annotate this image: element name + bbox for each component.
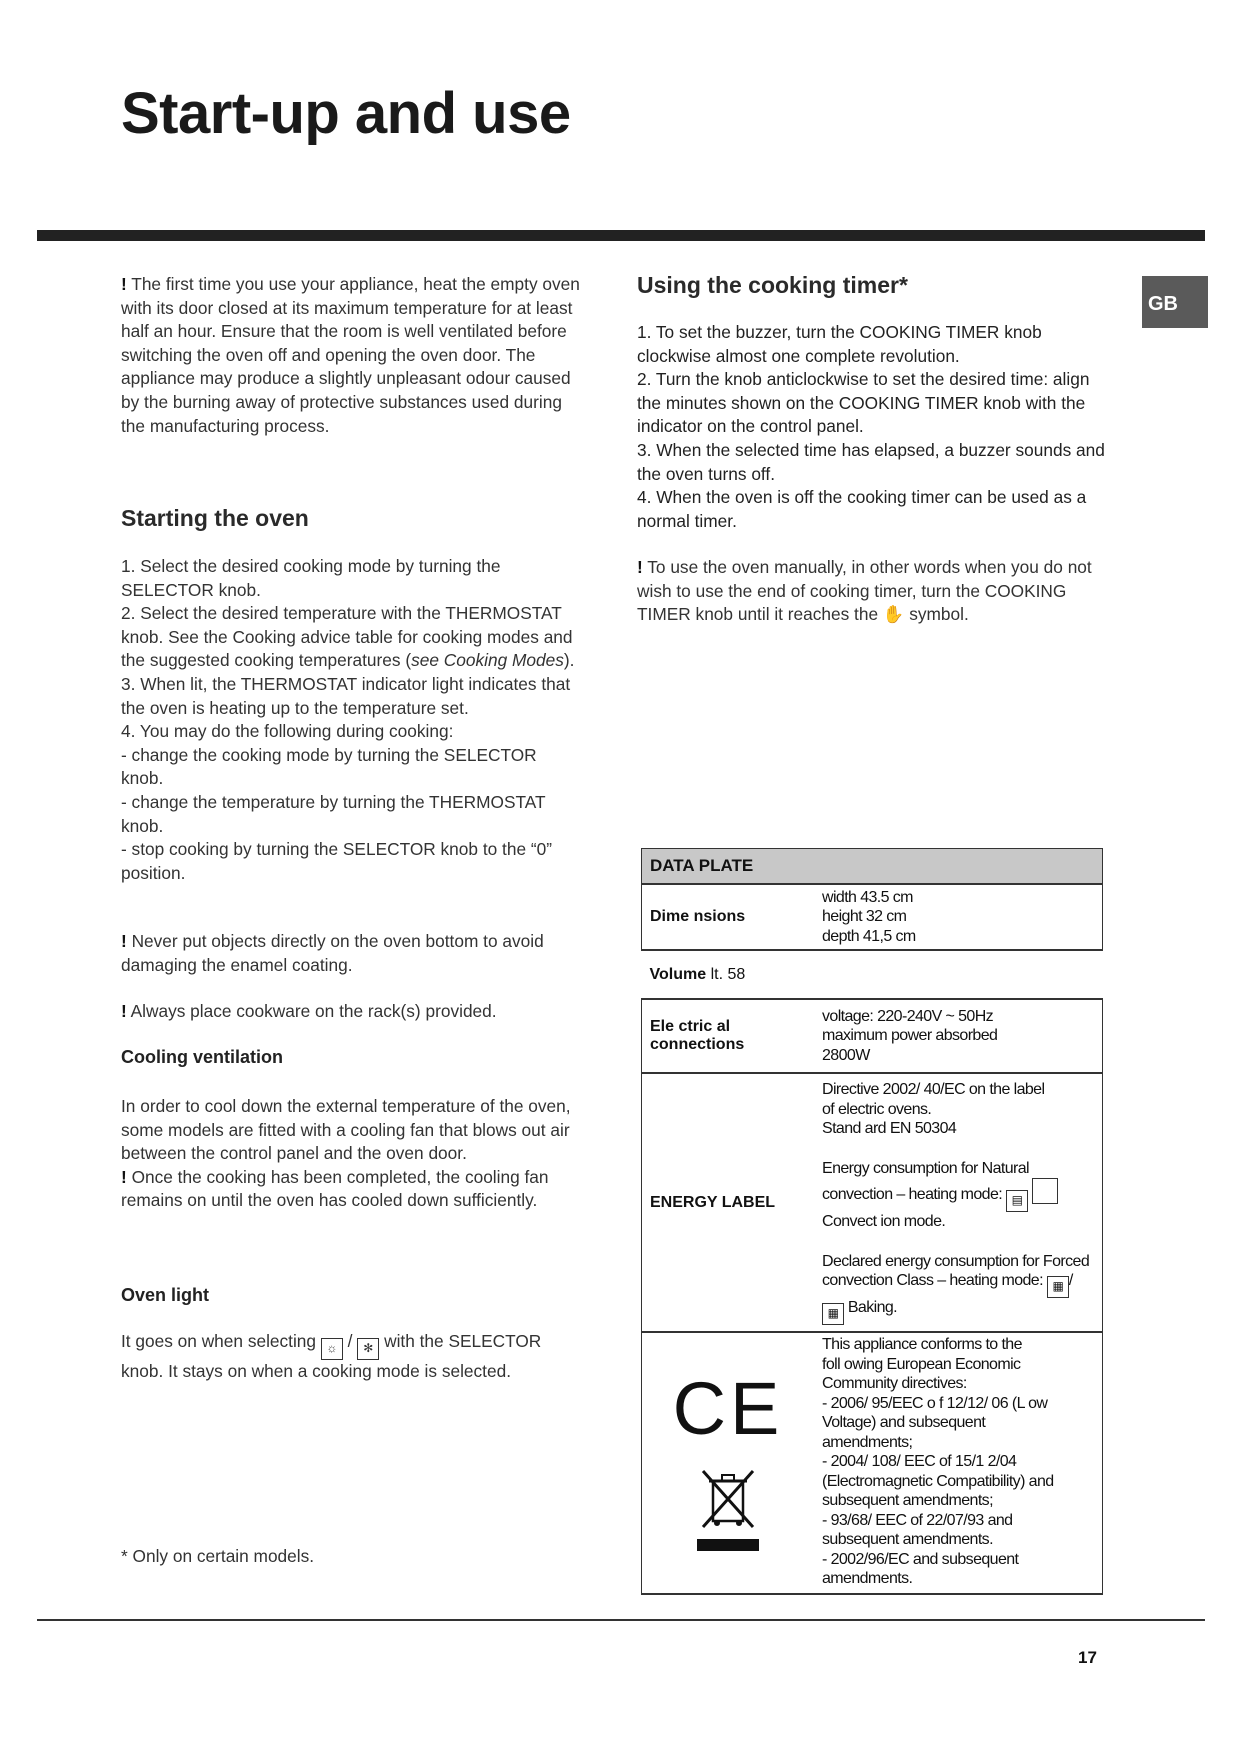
volume-row: Volume lt. 58 bbox=[642, 950, 1103, 999]
oven-light-heading: Oven light bbox=[121, 1285, 210, 1305]
header-rule bbox=[37, 230, 1205, 241]
intro-paragraph: ! The first time you use your appliance, heat the empty oven with its door closed at its maximum temperature for at least half an hour. Ensure that the room is well ventilated before switching the oven off and opening the oven door. The appliance may produce a slightly unpleasant odour caused by the burning away of protective substances used during the manufacturing process. bbox=[121, 274, 580, 436]
manual-use-note: ! To use the oven manually, in other words when you do not wish to use the end of cooking timer, turn the COOKING TIMER knob until it reaches the ✋ symbol. bbox=[637, 557, 1092, 625]
electrical-row: Ele ctric al connections voltage: 220-240V ~ 50Hz maximum power absorbed 2800W bbox=[642, 999, 1103, 1073]
forced-convection-icon: ▦ bbox=[1047, 1276, 1069, 1298]
starting-steps: 1. Select the desired cooking mode by turning the SELECTOR knob. 2. Select the desired temperature with the THERMOSTAT knob. See the Cooking advice table for cooking modes and the suggested cooking temperatures (see Cooking Modes). 3. When lit, the THERMOSTAT indicator light indicates that the oven is heating up to the temperature set. 4. You may do the following during cooking: - change the cooking mode by turning the SELECTOR knob. - change the temperature by turning the THERMOSTAT knob. - stop cooking by turning the SELECTOR knob to the “0” position. bbox=[121, 556, 575, 883]
weee-bin-icon bbox=[693, 1463, 763, 1553]
natural-convection-icon: ▤ bbox=[1006, 1190, 1028, 1212]
conformity-row: CE This appliance conforms to the foll owing European Economic Community directives: - 2006/ 95/EEC o f 12/12/ 06 (L ow Voltage) and subsequent amendments; - 2004/ 108/ EEC of 15/1 2/04 (Electromagnetic Compatibility) and subsequent amendments; - 93/68/ EEC of 22/07/93 and subsequent amendments. - 2002/96/EC and subsequent amendments. bbox=[642, 1332, 1103, 1594]
page-number: 17 bbox=[1078, 1648, 1097, 1667]
page-title: Start-up and use bbox=[121, 81, 571, 146]
starting-oven-heading: Starting the oven bbox=[121, 505, 309, 531]
data-plate-table bbox=[641, 848, 1103, 1595]
language-tab: GB bbox=[1142, 276, 1208, 328]
footnote: * Only on certain models. bbox=[121, 1546, 315, 1566]
timer-steps: 1. To set the buzzer, turn the COOKING TIMER knob clockwise almost one complete revolution. 2. Turn the knob anticlockwise to set the desired time: align the minutes shown on the COOKING TIMER knob with the indicator on the control panel. 3. When the selected time has elapsed, a buzzer sounds and the oven turns off. 4. When the oven is off the cooking timer can be used as a normal timer. bbox=[637, 322, 1105, 531]
hand-icon: ✋ bbox=[882, 604, 905, 625]
ce-mark: CE bbox=[672, 1366, 784, 1450]
cooking-timer-heading: Using the cooking timer* bbox=[637, 272, 908, 298]
energy-label-row: ENERGY LABEL Directive 2002/ 40/EC on the label of electric ovens. Stand ard EN 50304 Energy consumption for Natural convection – heating mode: ▤ Convect ion mode. Declared energy consumption for Forced convection Class – heating mode: ▦ / ▦ Baking. bbox=[642, 1073, 1103, 1332]
empty-box-icon bbox=[1032, 1178, 1058, 1204]
warning-bottom: ! Never put objects directly on the oven bottom to avoid damaging the enamel coating. bbox=[121, 931, 544, 975]
cooling-text: In order to cool down the external temperature of the oven, some models are fitted with a cooling fan that blows out air between the control panel and the oven door. ! Once the cooking has been completed, the cooling fan remains on until the oven has cooled down sufficiently. bbox=[121, 1096, 571, 1211]
dimensions-row: Dime nsions width 43.5 cm height 32 cm depth 41,5 cm bbox=[642, 884, 1103, 950]
oven-light-text: It goes on when selecting ☼ / ✻ with the SELECTOR knob. It stays on when a cooking mode is selected. bbox=[121, 1331, 542, 1381]
cooling-heading: Cooling ventilation bbox=[121, 1047, 283, 1067]
baking-icon: ▦ bbox=[822, 1303, 844, 1325]
footer-rule bbox=[37, 1619, 1205, 1621]
data-plate-header: DATA PLATE bbox=[642, 849, 1103, 885]
left-column bbox=[121, 273, 581, 438]
light-fan-mode-icon: ✻ bbox=[357, 1338, 379, 1360]
light-mode-icon: ☼ bbox=[321, 1338, 343, 1360]
warning-rack: ! Always place cookware on the rack(s) provided. bbox=[121, 1001, 497, 1021]
